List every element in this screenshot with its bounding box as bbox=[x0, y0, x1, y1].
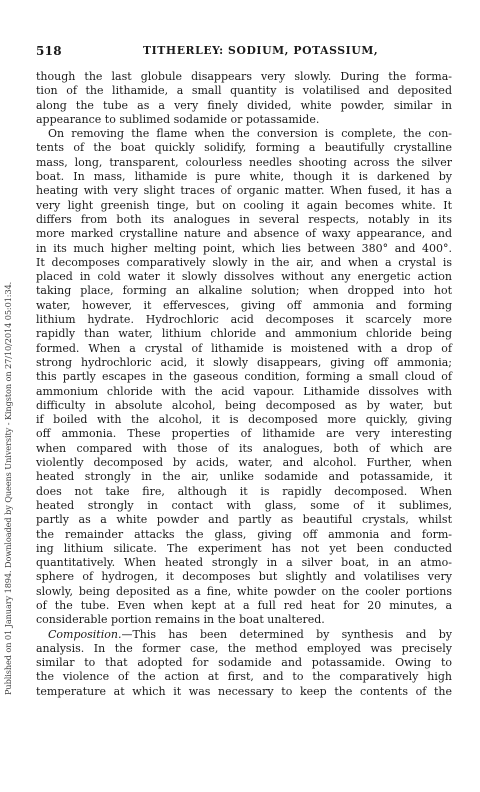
text-line: formed. When a crystal of lithamide is moistened with a drop of bbox=[36, 341, 452, 355]
text-line: more marked crystalline nature and absence of waxy appearance, and bbox=[36, 227, 452, 241]
text-line: similar to that adopted for sodamide and potassamide. Owing to bbox=[36, 656, 452, 670]
text-line: when compared with those of its analogues, both of which are bbox=[36, 441, 452, 455]
text-line: quantitatively. When heated strongly in a silver boat, in an atmo- bbox=[36, 556, 452, 570]
text-line: analysis. In the former case, the method employed was precisely bbox=[36, 641, 452, 655]
text-line-rest: —This has been determined by synthesis and by bbox=[121, 627, 452, 641]
text-line: the remainder attacks the glass, giving off ammonia and form- bbox=[36, 527, 452, 541]
text-line: of the tube. Even when kept at a full red heat for 20 minutes, a bbox=[36, 598, 452, 612]
body-text bbox=[36, 70, 452, 699]
page-number: 518 bbox=[36, 44, 62, 58]
text-line: lithium hydrate. Hydrochloric acid decomposes it scarcely more bbox=[36, 313, 452, 327]
publication-stamp bbox=[2, 55, 12, 695]
text-line: partly as a white powder and partly as beautiful crystals, whilst bbox=[36, 513, 452, 527]
text-line: appearance to sublimed sodamide or potassamide. bbox=[36, 112, 320, 126]
text-line: ammonium chloride with the acid vapour. Lithamide dissolves with bbox=[36, 384, 452, 398]
composition-heading: Composition. bbox=[48, 627, 122, 641]
text-line: tents of the boat quickly solidify, forming a beautifully crystalline bbox=[36, 141, 452, 155]
text-line: difficulty in absolute alcohol, being decomposed as by water, but bbox=[36, 398, 452, 412]
text-line: very light greenish tinge, but on cooling it again becomes white. It bbox=[36, 198, 452, 212]
text-line: ing lithium silicate. The experiment has not yet been conducted bbox=[36, 541, 452, 555]
composition-line bbox=[36, 628, 452, 642]
text-line: considerable portion remains in the boat unaltered. bbox=[36, 613, 325, 627]
text-line: tion of the lithamide, a small quantity is volatilised and deposited bbox=[36, 84, 452, 98]
text-line: though the last globule disappears very slowly. During the forma- bbox=[36, 70, 452, 83]
text-line: in its much higher melting point, which lies between 380° and 400°. bbox=[36, 241, 452, 255]
text-line: On removing the flame when the conversion is complete, the con- bbox=[48, 127, 452, 141]
text-line: if boiled with the alcohol, it is decomposed more quickly, giving bbox=[36, 413, 452, 427]
text-line: mass, long, transparent, colourless needles shooting across the silver bbox=[36, 155, 452, 169]
text-line: temperature at which it was necessary to keep the contents of the bbox=[36, 684, 452, 698]
text-line: boat. In mass, lithamide is pure white, though it is darkened by bbox=[36, 170, 452, 184]
text-line: placed in cold water it slowly dissolves without any energetic action bbox=[36, 270, 452, 284]
publication-stamp-text: Published on 01 January 1894. Downloaded by Queens University - Kingston on 27/10/2014 05:01:34. bbox=[3, 281, 13, 695]
text-line: strong hydrochloric acid, it slowly disappears, giving off ammonia; bbox=[36, 355, 452, 369]
text-line: heated strongly in the air, unlike sodamide and potassamide, it bbox=[36, 470, 452, 484]
text-line: this partly escapes in the gaseous condition, forming a small cloud of bbox=[36, 370, 452, 384]
text-line: violently decomposed by acids, water, and alcohol. Further, when bbox=[36, 456, 452, 470]
text-line: heated strongly in contact with glass, some of it sublimes, bbox=[36, 498, 452, 512]
text-line: along the tube as a very finely divided, white powder, similar in bbox=[36, 98, 452, 112]
text-line: water, however, it effervesces, giving off ammonia and forming bbox=[36, 298, 452, 312]
text-line: differs from both its analogues in several respects, notably in its bbox=[36, 212, 452, 226]
text-line: It decomposes comparatively slowly in the air, and when a crystal is bbox=[36, 255, 452, 269]
text-line: heating with very slight traces of organic matter. When fused, it has a bbox=[36, 184, 452, 198]
running-head: TITHERLEY: SODIUM, POTASSIUM, bbox=[143, 44, 379, 57]
text-line: does not take fire, although it is rapidly decomposed. When bbox=[36, 484, 452, 498]
text-line: the violence of the action at first, and to the comparatively high bbox=[36, 670, 452, 684]
text-line: slowly, being deposited as a fine, white powder on the cooler portions bbox=[36, 584, 452, 598]
text-line: rapidly than water, lithium chloride and ammonium chloride being bbox=[36, 327, 452, 341]
page-header bbox=[36, 44, 452, 58]
text-line: off ammonia. These properties of lithamide are very interesting bbox=[36, 427, 452, 441]
text-line: taking place, forming an alkaline solution; when dropped into hot bbox=[36, 284, 452, 298]
text-line: sphere of hydrogen, it decomposes but slightly and volatilises very bbox=[36, 570, 452, 584]
